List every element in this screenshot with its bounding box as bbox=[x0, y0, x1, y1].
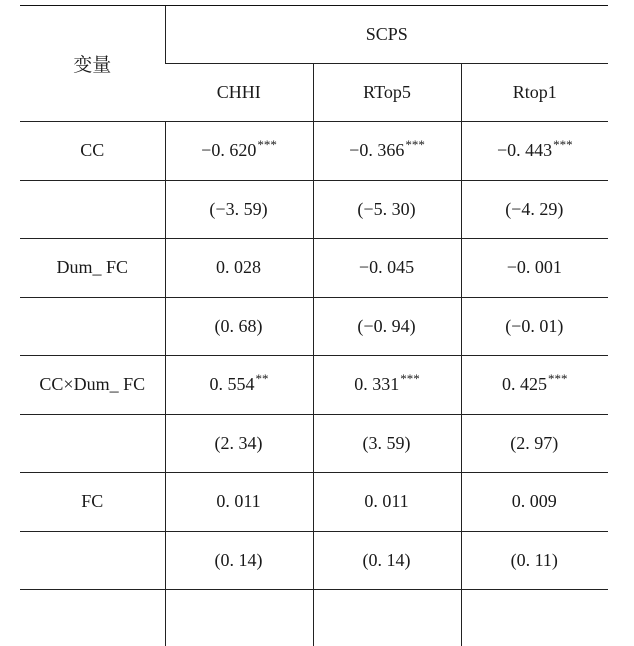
cell-value bbox=[357, 199, 416, 220]
table-cell bbox=[165, 297, 313, 356]
cell-value bbox=[210, 374, 269, 395]
table-body bbox=[20, 122, 608, 646]
table-cell bbox=[165, 590, 313, 646]
cell-value bbox=[364, 491, 409, 512]
table-cell bbox=[461, 356, 608, 415]
coefficient-text: (−5. 30) bbox=[357, 199, 415, 219]
row-label bbox=[20, 414, 165, 473]
coefficient-text: 0. 028 bbox=[216, 257, 261, 277]
cell-value bbox=[512, 491, 558, 512]
cell-value bbox=[359, 257, 415, 278]
table-cell bbox=[461, 473, 608, 532]
column-header-chhi: CHHI bbox=[165, 64, 313, 122]
variable-header: 变量 bbox=[20, 6, 165, 122]
coefficient-text: (3. 59) bbox=[363, 433, 411, 453]
cell-value bbox=[215, 550, 264, 571]
significance-stars: *** bbox=[405, 137, 425, 152]
cell-value bbox=[363, 433, 412, 454]
cell-value bbox=[497, 140, 573, 161]
table-cell bbox=[313, 297, 461, 356]
coefficient-text: −0. 620 bbox=[201, 140, 256, 160]
table-row bbox=[20, 122, 608, 181]
table-cell bbox=[461, 239, 608, 298]
coefficient-text: (−0. 01) bbox=[505, 316, 563, 336]
cell-value bbox=[209, 199, 268, 220]
cell-value bbox=[510, 433, 559, 454]
row-label: FC bbox=[20, 473, 165, 532]
table-cell bbox=[461, 122, 608, 181]
regression-table bbox=[20, 5, 608, 646]
table-cell bbox=[165, 414, 313, 473]
coefficient-text: (−3. 59) bbox=[209, 199, 267, 219]
table-row bbox=[20, 590, 608, 646]
significance-stars: *** bbox=[553, 137, 573, 152]
cell-value bbox=[363, 550, 412, 571]
coefficient-text: 0. 009 bbox=[512, 491, 557, 511]
coefficient-text: (0. 11) bbox=[511, 550, 558, 570]
coefficient-text: 0. 425 bbox=[502, 374, 547, 394]
cell-value bbox=[511, 550, 559, 571]
group-header-scps: SCPS bbox=[165, 6, 608, 64]
row-label bbox=[20, 297, 165, 356]
cell-value bbox=[507, 257, 563, 278]
significance-stars: *** bbox=[257, 137, 277, 152]
cell-value bbox=[239, 608, 240, 629]
cell-value bbox=[215, 316, 264, 337]
table-row bbox=[20, 180, 608, 239]
cell-value bbox=[505, 199, 564, 220]
table-row bbox=[20, 531, 608, 590]
table-row bbox=[20, 473, 608, 532]
row-label: CC×Dum_ FC bbox=[20, 356, 165, 415]
table-cell bbox=[461, 180, 608, 239]
cell-value bbox=[349, 140, 425, 161]
row-label: Dum_ FC bbox=[20, 239, 165, 298]
table-cell bbox=[313, 531, 461, 590]
coefficient-text: −0. 001 bbox=[507, 257, 562, 277]
table-cell bbox=[165, 122, 313, 181]
table-cell bbox=[165, 531, 313, 590]
coefficient-text: 0. 011 bbox=[216, 491, 260, 511]
table-cell bbox=[313, 590, 461, 646]
table-cell bbox=[313, 414, 461, 473]
significance-stars: ** bbox=[256, 371, 269, 386]
row-label bbox=[20, 531, 165, 590]
table-cell bbox=[165, 180, 313, 239]
coefficient-text: −0. 443 bbox=[497, 140, 552, 160]
cell-value bbox=[505, 316, 564, 337]
table-cell bbox=[165, 239, 313, 298]
table-cell bbox=[313, 239, 461, 298]
coefficient-text: (−0. 94) bbox=[357, 316, 415, 336]
cell-value bbox=[387, 608, 388, 629]
header-row-group bbox=[20, 6, 608, 64]
table-row bbox=[20, 356, 608, 415]
cell-value bbox=[502, 374, 568, 395]
table-cell bbox=[461, 297, 608, 356]
table-cell bbox=[313, 180, 461, 239]
coefficient-text: (0. 14) bbox=[215, 550, 263, 570]
cell-value bbox=[216, 257, 262, 278]
coefficient-text: (−4. 29) bbox=[505, 199, 563, 219]
table-cell bbox=[461, 590, 608, 646]
table-cell bbox=[313, 122, 461, 181]
coefficient-text: −0. 366 bbox=[349, 140, 404, 160]
table-row bbox=[20, 297, 608, 356]
coefficient-text: 0. 554 bbox=[210, 374, 255, 394]
significance-stars: *** bbox=[400, 371, 420, 386]
table-cell bbox=[165, 473, 313, 532]
row-label bbox=[20, 590, 165, 646]
table-cell bbox=[165, 356, 313, 415]
table-cell bbox=[461, 531, 608, 590]
cell-value bbox=[201, 140, 277, 161]
coefficient-text: −0. 045 bbox=[359, 257, 414, 277]
coefficient-text: (2. 97) bbox=[510, 433, 558, 453]
cell-value bbox=[215, 433, 264, 454]
column-header-rtop5: RTop5 bbox=[313, 64, 461, 122]
coefficient-text: 0. 331 bbox=[354, 374, 399, 394]
table-cell bbox=[313, 473, 461, 532]
coefficient-text: (0. 68) bbox=[215, 316, 263, 336]
table-cell bbox=[313, 356, 461, 415]
coefficient-text: 0. 011 bbox=[364, 491, 408, 511]
table-cell bbox=[461, 414, 608, 473]
significance-stars: *** bbox=[548, 371, 568, 386]
row-label bbox=[20, 180, 165, 239]
coefficient-text: (0. 14) bbox=[363, 550, 411, 570]
cell-value bbox=[216, 491, 261, 512]
table-row bbox=[20, 414, 608, 473]
table-row bbox=[20, 239, 608, 298]
cell-value bbox=[357, 316, 416, 337]
coefficient-text: (2. 34) bbox=[215, 433, 263, 453]
row-label: CC bbox=[20, 122, 165, 181]
column-header-rtop1: Rtop1 bbox=[461, 64, 608, 122]
cell-value bbox=[534, 608, 535, 629]
cell-value bbox=[354, 374, 420, 395]
